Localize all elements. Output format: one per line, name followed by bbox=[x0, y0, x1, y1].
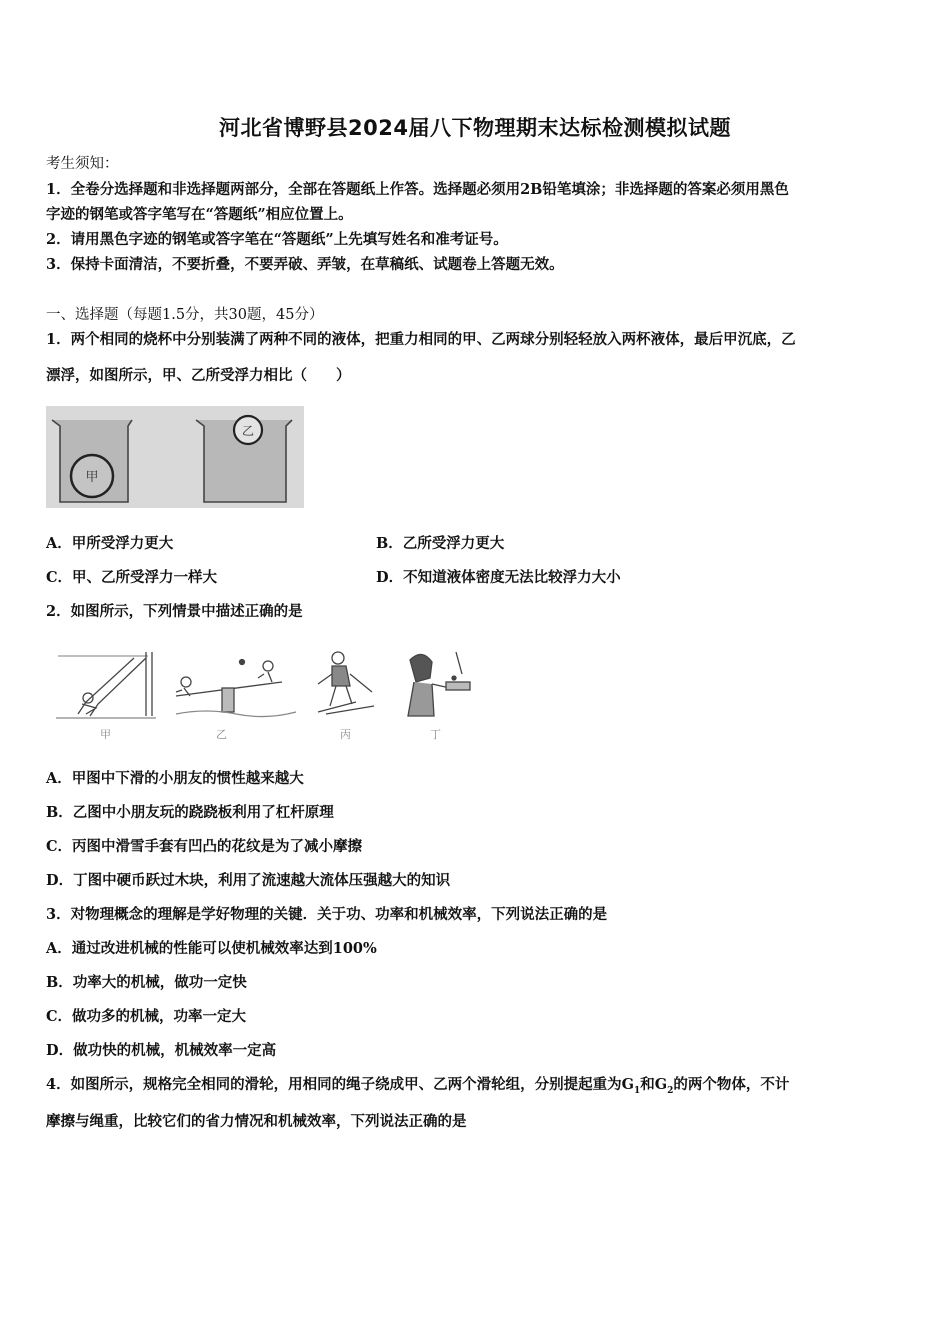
q2-option-a: A．甲图中下滑的小朋友的惯性越来越大 bbox=[46, 770, 304, 787]
q2-caption-bing: 丙 bbox=[340, 728, 351, 741]
q1-stem-line1: 1．两个相同的烧杯中分别装满了两种不同的液体，把重力相同的甲、乙两球分别轻轻放入两杯液体，最后甲沉底，乙 bbox=[46, 331, 796, 348]
notice-item-2: 2．请用黑色字迹的钢笔或答字笔在“答题纸”上先填写姓名和准考证号。 bbox=[46, 231, 508, 248]
q3-option-d: D．做功快的机械，机械效率一定高 bbox=[46, 1042, 277, 1059]
q3-stem: 3．对物理概念的理解是学好物理的关键．关于功、功率和机械效率，下列说法正确的是 bbox=[46, 906, 608, 923]
q1-beakers-figure bbox=[46, 406, 304, 508]
skier-scene bbox=[318, 652, 374, 714]
q2-scenes-figure bbox=[56, 644, 476, 724]
page-title: 河北省博野县2024届八下物理期末达标检测模拟试题 bbox=[219, 116, 731, 140]
q2-caption-ding: 丁 bbox=[430, 728, 441, 741]
q4-stem-line2: 摩擦与绳重，比较它们的省力情况和机械效率，下列说法正确的是 bbox=[46, 1113, 467, 1130]
q2-stem: 2．如图所示，下列情景中描述正确的是 bbox=[46, 603, 303, 620]
ball-jia-label: 甲 bbox=[85, 470, 99, 485]
seesaw-scene bbox=[176, 660, 296, 717]
q1-option-a: A．甲所受浮力更大 bbox=[46, 535, 174, 552]
q3-option-c: C．做功多的机械，功率一定大 bbox=[46, 1008, 247, 1025]
notice-item-1-cont: 字迹的钢笔或答字笔写在“答题纸”相应位置上。 bbox=[46, 206, 353, 223]
q2-option-c: C．丙图中滑雪手套有凹凸的花纹是为了减小摩擦 bbox=[46, 838, 363, 855]
q2-option-d: D．丁图中硬币跃过木块，利用了流速越大流体压强越大的知识 bbox=[46, 872, 451, 889]
q2-caption-yi: 乙 bbox=[216, 728, 227, 741]
slide-scene bbox=[56, 652, 156, 718]
section-heading: 一、选择题（每题1.5分，共30题，45分） bbox=[46, 307, 324, 323]
q4-stem-line1: 4．如图所示，规格完全相同的滑轮，用相同的绳子绕成甲、乙两个滑轮组，分别提起重为$G_1$和$G_2$的两个物体，不计 bbox=[46, 1076, 790, 1096]
notice-item-3: 3．保持卡面清洁，不要折叠，不要弄破、弄皱，在草稿纸、试题卷上答题无效。 bbox=[46, 256, 564, 273]
q1-stem-line2: 漂浮，如图所示，甲、乙所受浮力相比（ ） bbox=[46, 367, 351, 384]
q2-option-b: B．乙图中小朋友玩的跷跷板利用了杠杆原理 bbox=[46, 804, 334, 821]
ball-yi-label: 乙 bbox=[241, 424, 255, 438]
q1-option-b: B．乙所受浮力更大 bbox=[376, 535, 505, 552]
coin-scene bbox=[408, 652, 470, 716]
q3-option-a: A．通过改进机械的性能可以使机械效率达到100% bbox=[46, 940, 377, 957]
q1-option-c: C．甲、乙所受浮力一样大 bbox=[46, 569, 218, 586]
q3-option-b: B．功率大的机械，做功一定快 bbox=[46, 974, 247, 991]
notice-item-1: 1．全卷分选择题和非选择题两部分，全部在答题纸上作答。选择题必须用2B铅笔填涂；非选择题的答案必须用黑色 bbox=[46, 181, 789, 198]
q1-option-d: D．不知道液体密度无法比较浮力大小 bbox=[376, 569, 621, 586]
q2-caption-jia: 甲 bbox=[100, 728, 111, 741]
notice-heading: 考生须知： bbox=[46, 156, 119, 172]
